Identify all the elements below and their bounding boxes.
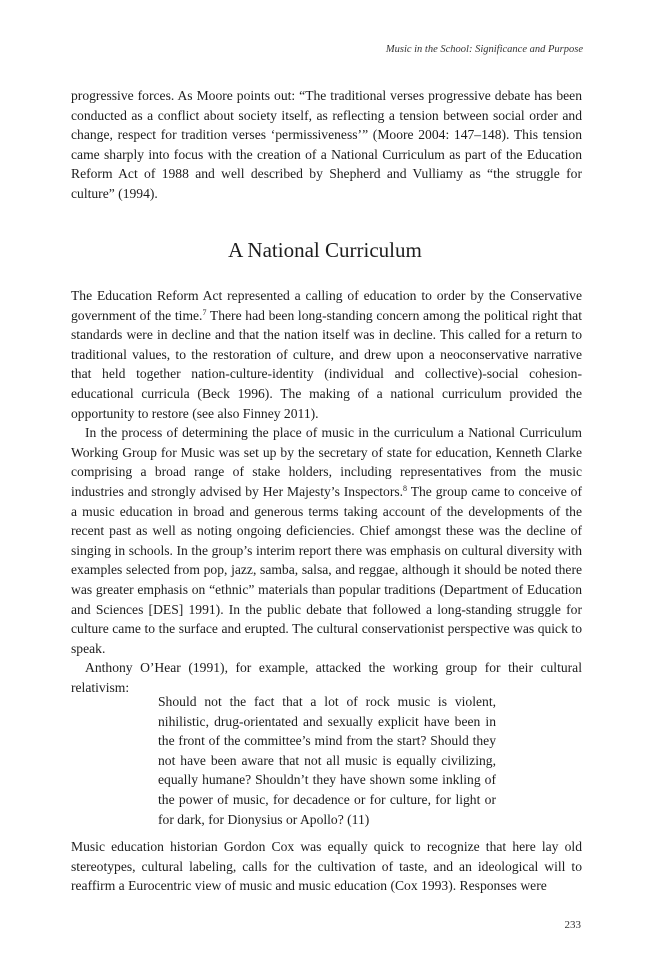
paragraph-2-part-a: The Education Reform Act represented a calling of education to order by the Conservative government of the time.	[71, 288, 582, 323]
running-head: Music in the School: Significance and Purpose	[385, 44, 583, 55]
paragraph-4: Anthony O’Hear (1991), for example, attacked the working group for their cultural relativism:	[71, 660, 582, 695]
paragraph-3	[71, 423, 582, 658]
block-quote: Should not the fact that a lot of rock music is violent, nihilistic, drug-orientated and sexually explicit have been in the front of the committee’s mind from the start? Should they not have been aware that not all music is equally civilizing, equally humane? Shouldn’t they have shown some inkling of the power of music, for decadence or for culture, for light or for dark, for Dionysius or Apollo? (11)	[158, 694, 496, 827]
paragraph-2	[71, 286, 582, 423]
paragraph-3-part-b: The group came to conceive of a music education in broad and generous terms taking account of the developments of the recent past as well as noting ongoing deficiencies. Chief amongst these was the decline of singing in schools. In the group’s interim report there was emphasis on cultural diversity with examples selected from pop, jazz, samba, salsa, and reggae, although it should be noted there was greater emphasis on “ethnic” materials than popular traditions (Department of Education and Sciences [DES] 1991). In the public debate that followed a long-standing struggle for culture came to the surface and erupted. The cultural conservationist perspective was quick to speak.	[71, 483, 582, 656]
footnote-ref-8[interactable]: 8	[403, 483, 408, 493]
paragraph-intro	[71, 86, 582, 204]
section-heading: A National Curriculum	[228, 238, 422, 262]
footnote-ref-7[interactable]: 7	[202, 307, 207, 317]
paragraph-2-part-b: There had been long-standing concern among the political right that standards were in decline and that the nation itself was in decline. This called for a return to traditional values, to the restoration of culture, and drew upon a neoconservative narrative that held together nation-culture-identity (individual and collective)-social cohesion-educational curricula (Beck 1996). The making of a national curriculum provided the opportunity to restore (see also Finney 2011).	[71, 307, 582, 421]
paragraph-5: Music education historian Gordon Cox was equally quick to recognize that here lay old stereotypes, cultural labeling, calls for the cultivation of taste, and an ideological will to reaffirm a Eurocentric view of music and music education (Cox 1993). Responses were	[71, 839, 582, 894]
section-body	[71, 286, 582, 697]
page-number: 233	[564, 919, 581, 931]
paragraph-3-part-a: In the process of determining the place of music in the curriculum a National Curriculum Working Group for Music was set up by the secretary of state for education, Kenneth Clarke comprising a broad range of stake holders, including representatives from the music industries and strongly advised by Her Majesty’s Inspectors.	[71, 425, 582, 499]
paragraph-1: progressive forces. As Moore points out: “The traditional verses progressive debate has been conducted as a conflict about society itself, as reflecting a tension between social order and change, respect for tradition verses ‘permissiveness’” (Moore 2004: 147–148). This tension came sharply into focus with the creation of a National Curriculum as part of the Education Reform Act of 1988 and well described by Shepherd and Vulliamy as “the struggle for culture” (1994).	[71, 88, 582, 201]
paragraph-closing	[71, 837, 582, 896]
